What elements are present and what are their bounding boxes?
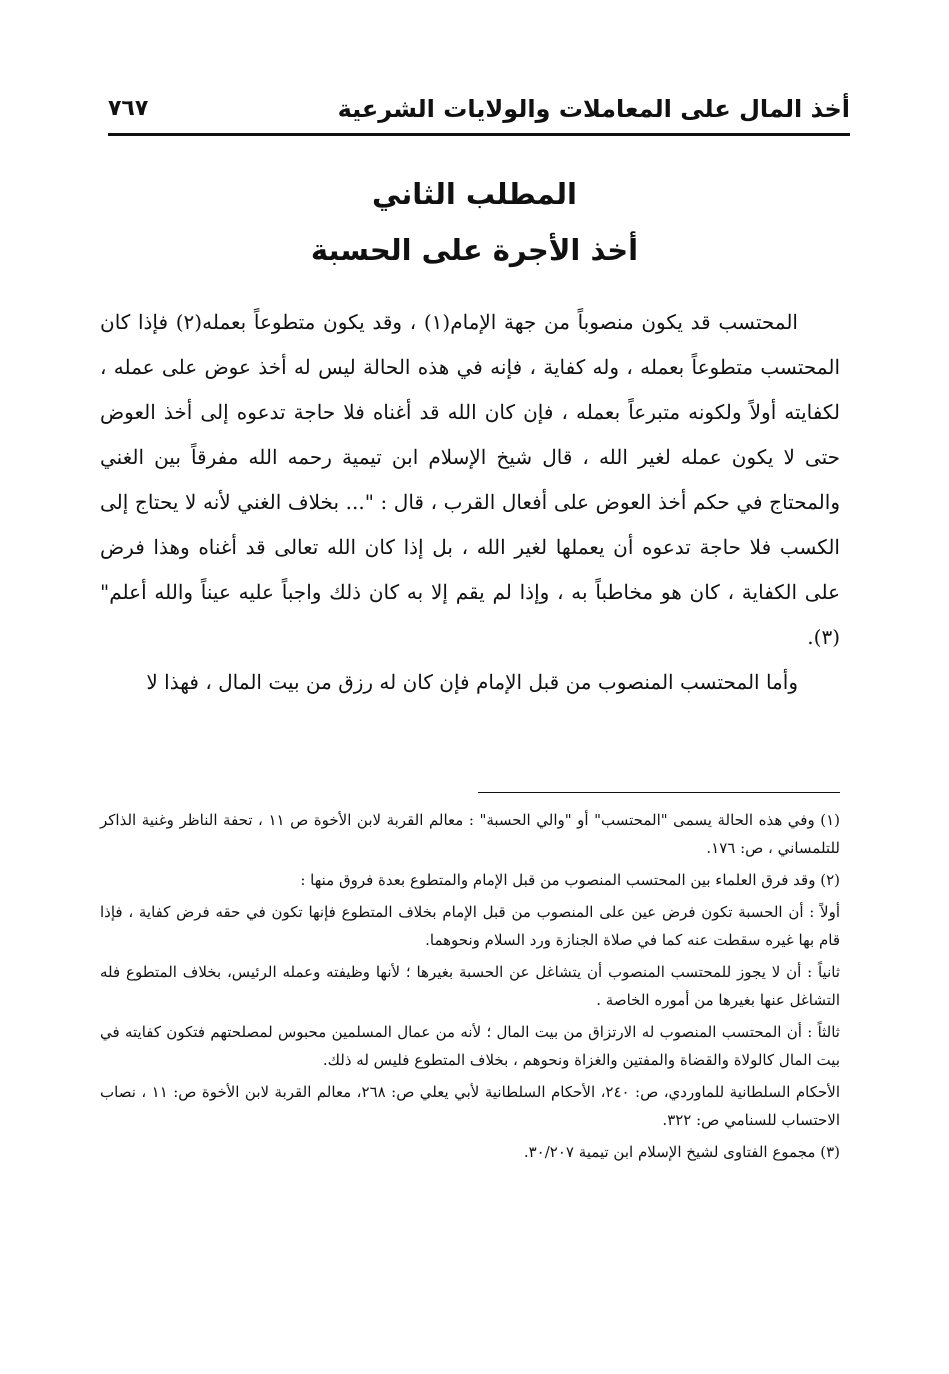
header-rule <box>108 133 850 136</box>
footnote-2-second: ثانياً : أن لا يجوز للمحتسب المنصوب أن يتشاغل عن الحسبة بغيرها ؛ لأنها وظيفته وعمله الرئيس، بخلاف المتطوع فله التشاغل عنها بغيرها من أموره الخاصة . <box>100 963 840 1009</box>
body-paragraph-2: وأما المحتسب المنصوب من قبل الإمام فإن كان له رزق من بيت المال ، فهذا لا <box>146 670 798 694</box>
footnote-3: (٣) مجموع الفتاوى لشيخ الإسلام ابن تيمية ٣٠/٢٠٧. <box>523 1143 840 1161</box>
footnote-2-intro: (٢) وقد فرق العلماء بين المحتسب المنصوب من قبل الإمام والمتطوع بعدة فروق منها : <box>300 871 840 889</box>
footnote-2-third: ثالثاً : أن المحتسب المنصوب له الارتزاق من بيت المال ؛ لأنه من عمال المسلمين محبوس لمصلحتهم فتكون كفايته في بيت المال كالولاة والقضاة والمفتين والغزاة ونحوهم ، بخلاف المتطوع فليس له ذلك. <box>100 1023 840 1069</box>
footnotes <box>100 806 840 1170</box>
body-paragraph-1: المحتسب قد يكون منصوباً من جهة الإمام(١) ، وقد يكون متطوعاً بعمله(٢) فإذا كان المحتسب متطوعاً بعمله ، وله كفاية ، فإنه في هذه الحالة ليس له أخذ عوض على عمله ، لكفايته أولاً ولكونه متبرعاً بعمله ، فإن كان الله قد أغناه فلا حاجة تدعوه إلى أخذ العوض حتى لا يكون عمله لغير الله ، قال شيخ الإسلام ابن تيمية رحمه الله مفرقاً بين الغني والمحتاج في حكم أخذ العوض على أفعال القرب ، قال : "... بخلاف الغني لأنه لا يحتاج إلى الكسب فلا حاجة تدعوه أن يعملها لغير الله ، بل إذا كان الله تعالى قد أغناه وهذا فرض على الكفاية ، كان هو مخاطباً به ، وإذا لم يقم إلا به كان ذلك واجباً عليه عيناً والله أعلم"(٣). <box>100 310 840 649</box>
footnote-2-references: الأحكام السلطانية للماوردي، ص: ٢٤٠، الأحكام السلطانية لأبي يعلي ص: ٢٦٨، معالم القربة لابن الأخوة ص: ١١ ، نصاب الاحتساب للسنامي ص: ٣٢٢. <box>100 1083 840 1129</box>
footnote-1: (١) وفي هذه الحالة يسمى "المحتسب" أو "والي الحسبة" : معالم القربة لابن الأخوة ص ١١ ، تحفة الناظر وغنية الذاكر للتلمساني ، ص: ١٧٦. <box>100 811 840 857</box>
section-subheading: أخذ الأجرة على الحسبة <box>310 233 639 267</box>
main-text <box>100 300 840 705</box>
section-heading: المطلب الثاني <box>372 177 577 211</box>
footnote-2-first: أولاً : أن الحسبة تكون فرض عين على المنصوب من قبل الإمام بخلاف المتطوع فإنها تكون في حقه فرض كفاية ، فإذا قام بها غيره سقطت عنه كما في صلاة الجنازة ورد السلام ونحوهما. <box>100 903 840 949</box>
running-title: أخذ المال على المعاملات والولايات الشرعية <box>337 95 850 123</box>
footnote-separator <box>478 792 840 793</box>
running-header <box>108 92 850 132</box>
page-number: ٧٦٧ <box>108 96 149 121</box>
